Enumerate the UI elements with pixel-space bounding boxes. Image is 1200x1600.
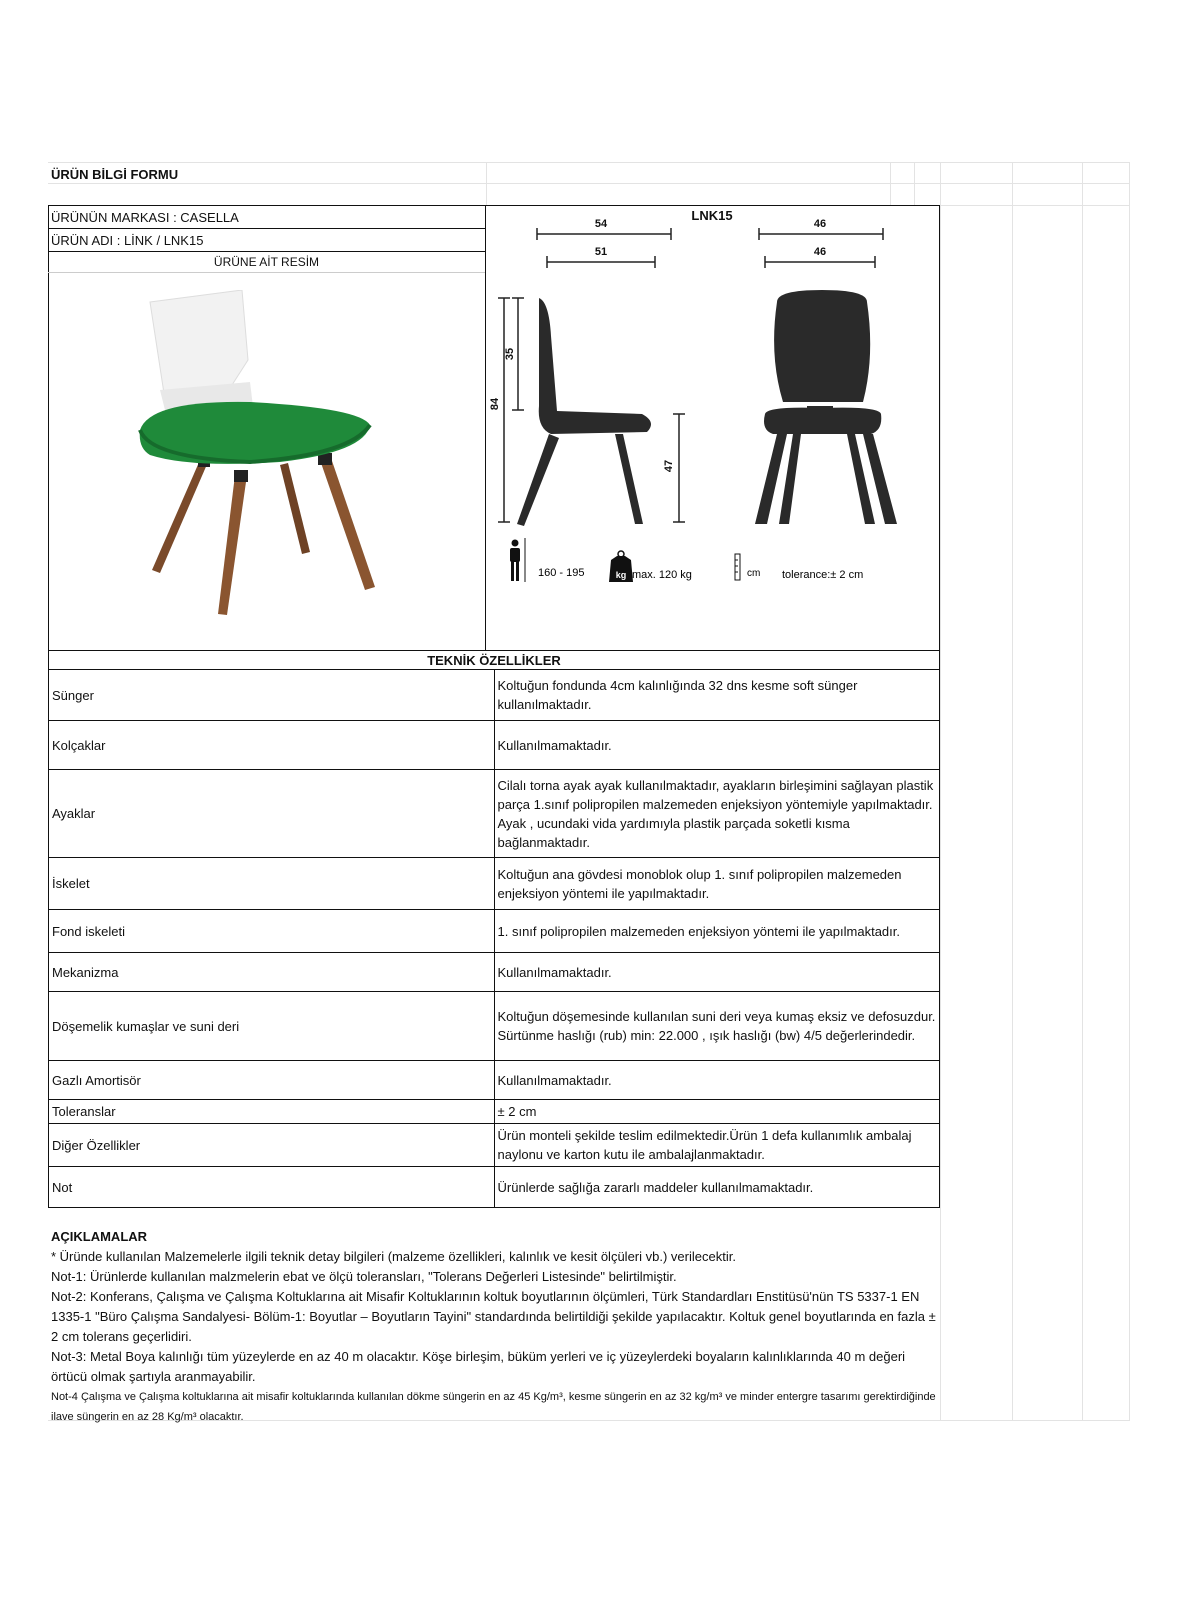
spec-value: ± 2 cm [494, 1100, 940, 1124]
table-row [49, 910, 940, 953]
person-icon [510, 538, 525, 582]
chair-leg-back-left [152, 460, 208, 573]
spec-label: Mekanizma [49, 953, 495, 992]
table-row [49, 858, 940, 910]
dim-side-top: 54 [594, 218, 608, 230]
spec-value: Cilalı torna ayak ayak kullanılmaktadır, ayakların birleşimini sağlayan plastik parça 1.sınıf polipropilen malzemeden enjeksiyon yöntemiyle yapılmaktadır. Ayak , ucundaki vida yardımıyla plastik parçada soketli kısma bağlanmaktadır. [494, 770, 940, 858]
spec-value: Kullanılmamaktadır. [494, 953, 940, 992]
note-1: Not-1: Ürünlerde kullanılan malzmelerin ebat ve ölçü toleransları, "Tolerans Değerleri Listesinde" belirtilmiştir. [51, 1269, 677, 1284]
table-row [49, 721, 940, 770]
table-row [49, 1100, 940, 1124]
dim-side-seat: 51 [594, 246, 608, 258]
dim-front-seat: 46 [813, 246, 827, 258]
ruler-icon [735, 554, 740, 580]
svg-text:kg: kg [615, 570, 627, 580]
spec-value: Koltuğun döşemesinde kullanılan suni deri veya kumaş eksiz ve defosuzdur. Sürtünme haslığı (rub) min: 22.000 , ışık haslığı (bw) 4/5 değerlerindedir. [494, 992, 940, 1061]
spec-label: Döşemelik kumaşlar ve suni deri [49, 992, 495, 1061]
max-load: max. 120 kg [632, 569, 692, 581]
table-row [49, 1061, 940, 1100]
table-row [49, 953, 940, 992]
user-height-range: 160 - 195 [538, 567, 585, 579]
front-view-chair [774, 290, 870, 402]
weight-icon [609, 551, 633, 582]
chair-leg-back-right [280, 463, 310, 554]
spec-label: İskelet [49, 858, 495, 910]
product-name-label: ÜRÜN ADI : LİNK / LNK15 [51, 233, 204, 248]
spec-label: Kolçaklar [49, 721, 495, 770]
spec-label: Ayaklar [49, 770, 495, 858]
chair-leg-front-left [218, 475, 247, 615]
spec-table [48, 650, 940, 1208]
spec-value: Kullanılmamaktadır. [494, 721, 940, 770]
spec-value: Ürün monteli şekilde teslim edilmektedir.Ürün 1 defa kullanımlık ambalaj naylonu ve karton kutu ile ambalajlanmaktadır. [494, 1124, 940, 1167]
spec-heading: TEKNİK ÖZELLİKLER [49, 651, 940, 670]
table-row [49, 1124, 940, 1167]
table-row [49, 992, 940, 1061]
notes-section [51, 1227, 941, 1427]
notes-heading: AÇIKLAMALAR [51, 1229, 148, 1244]
spec-label: Sünger [49, 670, 495, 721]
image-label: ÜRÜNE AİT RESİM [213, 255, 320, 269]
spec-label: Not [49, 1167, 495, 1208]
note-3: Not-3: Metal Boya kalınlığı tüm yüzeylerde en az 40 m olacaktır. Köşe birleşim, büküm yerleri ve iç yüzeylerdeki boyaların kalınlıklarında 40 m değeri örtücü olmak şartıyla aranmayabilir. [51, 1349, 906, 1384]
spec-value: Koltuğun fondunda 4cm kalınlığında 32 dns kesme soft sünger kullanılmaktadır. [494, 670, 940, 721]
technical-drawing [487, 206, 939, 650]
spec-value: Ürünlerde sağlığa zararlı maddeler kullanılmamaktadır. [494, 1167, 940, 1208]
dim-seat-height: 47 [663, 459, 675, 473]
spec-value: Koltuğun ana gövdesi monoblok olup 1. sınıf polipropilen malzemeden enjeksiyon yöntemi ile yapılmaktadır. [494, 858, 940, 910]
table-row [49, 670, 940, 721]
dim-total-height: 84 [489, 397, 501, 411]
dim-front-top: 46 [813, 218, 827, 230]
tolerance-label: tolerance:± 2 cm [782, 569, 864, 581]
chair-seat [140, 402, 370, 464]
brand-label: ÜRÜNÜN MARKASI : CASELLA [51, 210, 239, 225]
unit-label: cm [747, 568, 761, 579]
model-code: LNK15 [691, 208, 733, 223]
spec-label: Diğer Özellikler [49, 1124, 495, 1167]
table-row [49, 1167, 940, 1208]
side-view-chair [539, 298, 651, 434]
spec-label: Gazlı Amortisör [49, 1061, 495, 1100]
note-4: Not-4 Çalışma ve Çalışma koltuklarına ait misafir koltuklarında kullanılan dökme süngerin en az 45 Kg/m³, kesme süngerin en az 32 kg/m³ ve minder entergre tasarımı gerektirdiğinde ilave süngerin en az 28 Kg/m³ olacaktır. [51, 1391, 936, 1423]
spec-value: 1. sınıf polipropilen malzemeden enjeksiyon yöntemi ile yapılmaktadır. [494, 910, 940, 953]
table-row [49, 770, 940, 858]
chair-photo [130, 290, 390, 620]
note-star: * Üründe kullanılan Malzemelerle ilgili teknik detay bilgileri (malzeme özellikleri, kalınlık ve kesit ölçüleri vb.) verilecektir. [51, 1249, 736, 1264]
note-2: Not-2: Konferans, Çalışma ve Çalışma Koltuklarına ait Misafir Koltuklarının koltuk boyutlarının ölçümleri, Türk Standardları Enstitüsü'nün TS 5337-1 EN 1335-1 "Büro Çalışma Sandalyesi- Bölüm-1: Boyutlar – Boyutların Tayini" standardında belirtildiği şekilde yapılacaktır. Koltuk genel boyutlarında en fazla ± 2 cm tolerans geçerlidiri. [51, 1289, 936, 1344]
dim-back-height: 35 [504, 347, 516, 361]
spec-value: Kullanılmamaktadır. [494, 1061, 940, 1100]
chair-leg-front-right [320, 458, 375, 590]
form-title: ÜRÜN BİLGİ FORMU [51, 167, 179, 182]
spec-label: Toleranslar [49, 1100, 495, 1124]
spec-label: Fond iskeleti [49, 910, 495, 953]
